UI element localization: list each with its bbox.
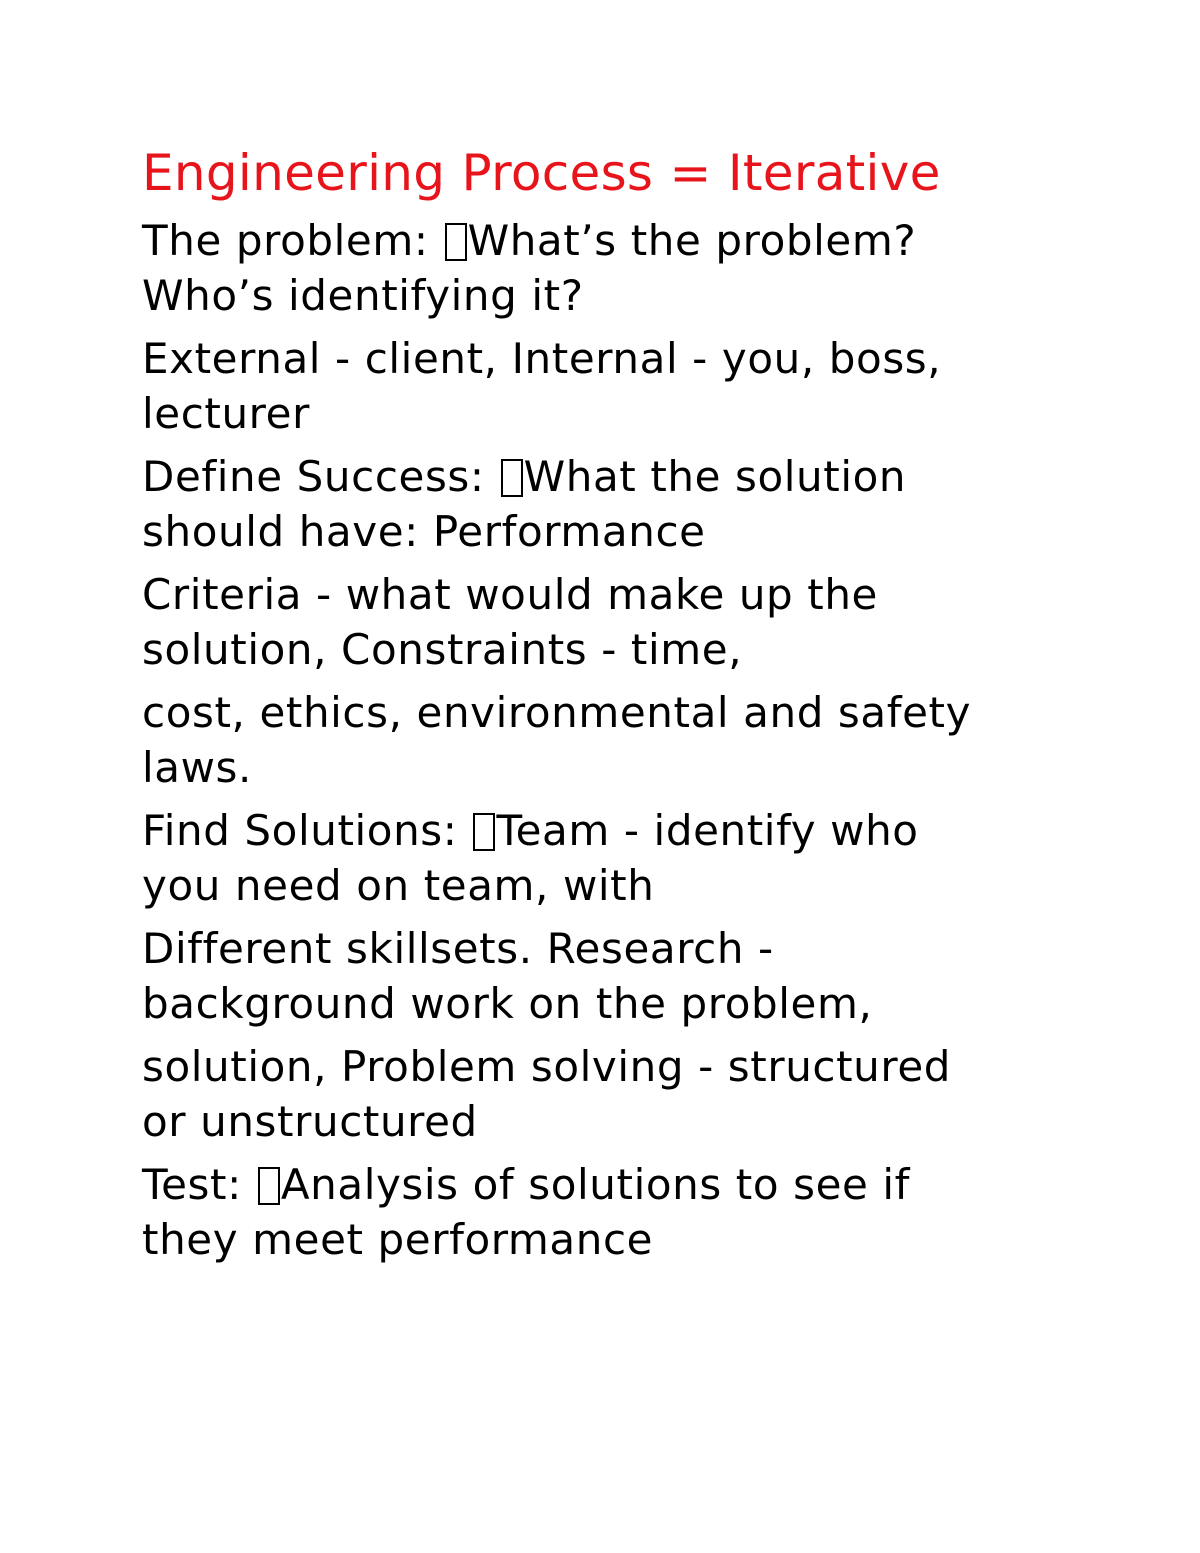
document-body — [142, 213, 1082, 1267]
text-line: solution, Problem solving - structured — [142, 1042, 952, 1091]
paragraph — [142, 803, 1082, 913]
line-label: The problem: — [142, 216, 443, 265]
missing-glyph-icon — [258, 1167, 280, 1205]
paragraph — [142, 1157, 1082, 1267]
text-line: background work on the problem, — [142, 979, 873, 1028]
paragraph — [142, 331, 1082, 441]
paragraph — [142, 567, 1082, 677]
document-page — [142, 141, 1082, 1267]
text-line — [142, 213, 1082, 268]
text-line: laws. — [142, 743, 252, 792]
line-text: What the solution — [523, 452, 907, 501]
text-line: they meet performance — [142, 1215, 654, 1264]
paragraph — [142, 213, 1082, 323]
text-line — [142, 449, 1082, 504]
missing-glyph-icon — [445, 223, 467, 261]
text-line: Who’s identifying it? — [142, 271, 584, 320]
text-line: should have: Performance — [142, 507, 706, 556]
paragraph — [142, 1039, 1082, 1149]
paragraph — [142, 921, 1082, 1031]
line-text: What’s the problem? — [467, 216, 917, 265]
text-line: lecturer — [142, 389, 310, 438]
text-line: Different skillsets. Research - — [142, 924, 774, 973]
line-text: Analysis of solutions to see if — [280, 1160, 911, 1209]
line-label: Test: — [142, 1160, 256, 1209]
text-line: External - client, Internal - you, boss, — [142, 334, 942, 383]
text-line — [142, 1157, 1082, 1212]
missing-glyph-icon — [473, 813, 495, 851]
text-line: solution, Constraints - time, — [142, 625, 743, 674]
text-line: Criteria - what would make up the — [142, 570, 878, 619]
line-label: Find Solutions: — [142, 806, 472, 855]
paragraph — [142, 685, 1082, 795]
page-title: Engineering Process = Iterative — [142, 144, 941, 202]
text-line — [142, 803, 1082, 858]
line-label: Define Success: — [142, 452, 499, 501]
text-line: or unstructured — [142, 1097, 478, 1146]
missing-glyph-icon — [501, 459, 523, 497]
line-text: Team - identify who — [496, 806, 919, 855]
paragraph — [142, 449, 1082, 559]
text-line: cost, ethics, environmental and safety — [142, 688, 972, 737]
text-line: you need on team, with — [142, 861, 655, 910]
